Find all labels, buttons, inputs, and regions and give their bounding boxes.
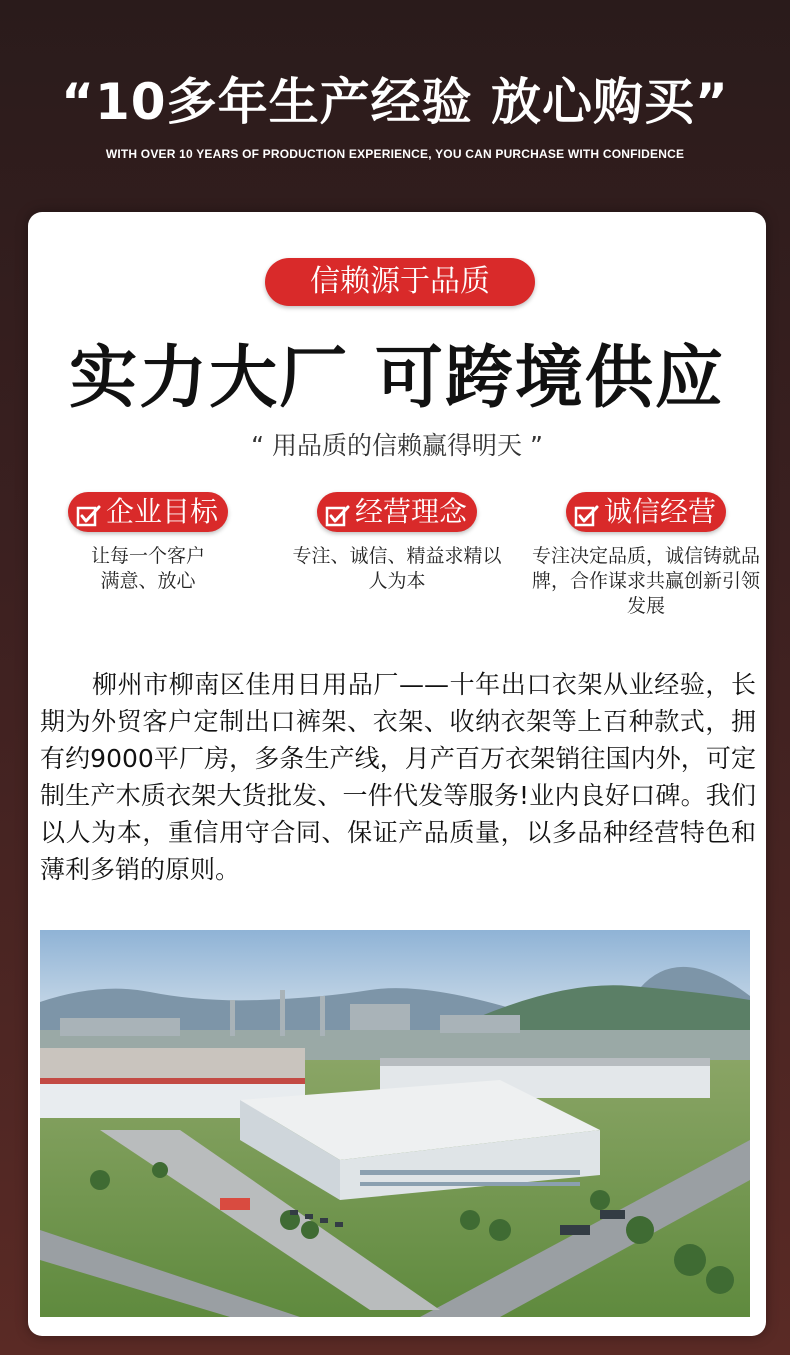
pillar-philosophy-text: 专注、诚信、精益求精以人为本	[292, 545, 502, 592]
pillar-integrity	[526, 492, 766, 619]
pillar-goal	[28, 492, 268, 594]
factory-aerial-photo	[40, 930, 750, 1317]
pillar-philosophy-badge	[317, 492, 477, 532]
pillar-philosophy	[277, 492, 517, 594]
pillar-philosophy-label: 经营理念	[354, 495, 467, 528]
pillar-integrity-label: 诚信经营	[603, 495, 716, 528]
pillar-integrity-text: 专注决定品质，诚信铸就品牌，合作谋求共赢创新引领发展	[531, 545, 760, 617]
pillar-goal-label: 企业目标	[105, 495, 218, 528]
hero-subtitle: WITH OVER 10 YEARS OF PRODUCTION EXPERIENCE, YOU CAN PURCHASE WITH CONFIDENCE	[105, 147, 685, 161]
pillar-goal-text: 让每一个客户满意、放心	[90, 545, 205, 592]
headline: 实力大厂 可跨境供应	[69, 339, 725, 418]
checkbox-icon	[76, 499, 102, 523]
hero-section	[0, 0, 790, 200]
checkbox-icon	[325, 499, 351, 523]
pillar-goal-badge	[68, 492, 228, 532]
company-intro: 柳州市柳南区佳用日用品厂——十年出口衣架从业经验，长期为外贸客户定制出口裤架、衣架、收纳衣架等上百种款式，拥有约9000平厂房，多条生产线，月产百万衣架销往国内外，可定制生产木质衣架大货批发、一件代发等服务!业内良好口碑。我们以人为本，重信用守合同、保证产品质量，以多品种经营特色和薄利多销的原则。	[40, 670, 756, 884]
pillar-integrity-badge	[566, 492, 726, 532]
checkbox-icon	[574, 499, 600, 523]
hero-title: “10多年生产经验 放心购买”	[61, 73, 729, 131]
content-card	[28, 212, 766, 1336]
pillars-row	[28, 492, 766, 632]
slogan-quote: “ 用品质的信赖赢得明天 ”	[251, 431, 543, 460]
quality-badge: 信赖源于品质	[265, 258, 535, 306]
